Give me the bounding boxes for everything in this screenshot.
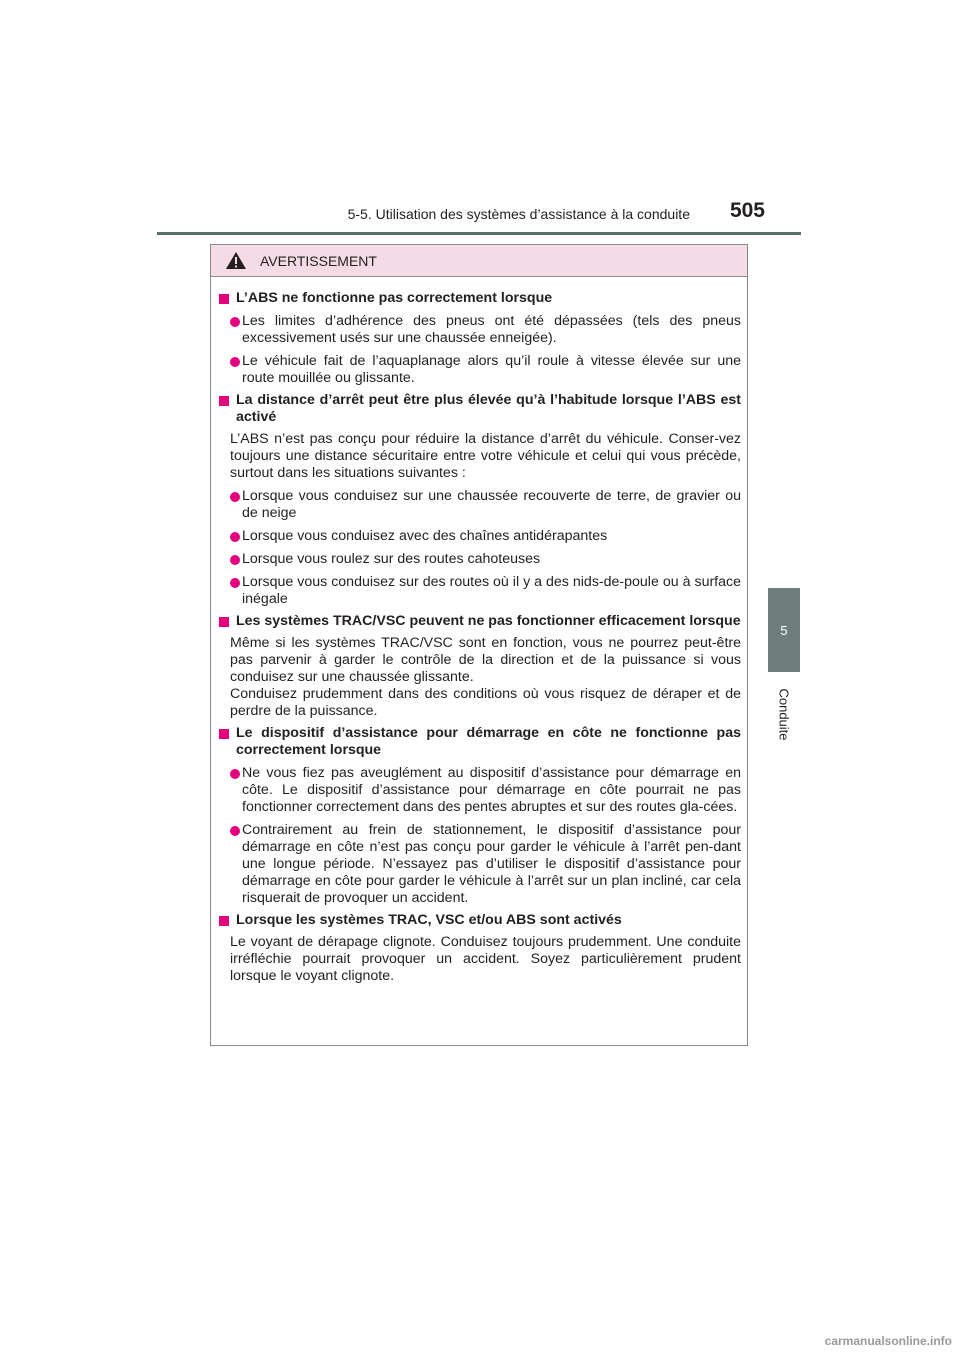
section-abs-malfunction (218, 290, 741, 387)
circle-bullet-icon (230, 317, 240, 327)
section-title-text: Les systèmes TRAC/VSC peuvent ne pas fonctionner efficacement lorsque (236, 613, 741, 629)
section-title (218, 912, 741, 929)
list-item-text: Lorsque vous conduisez avec des chaînes antidérapantes (242, 528, 608, 544)
square-bullet-icon (219, 729, 229, 739)
square-bullet-icon (219, 294, 229, 304)
circle-bullet-icon (230, 532, 240, 542)
list-item (218, 765, 741, 816)
list-item (218, 488, 741, 522)
list-item-text: Ne vous fiez pas aveuglément au dispositif d’assistance pour démarrage en côte. Le dispositif d’assistance pour démarrage en côte pourrait ne pas fonctionner correctement dans des pentes abruptes et sur des routes gla-cées. (242, 765, 741, 815)
list-item-text: Le véhicule fait de l’aquaplanage alors qu’il roule à vitesse élevée sur une route mouillée ou glissante. (242, 353, 741, 386)
section-trac-vsc (218, 613, 741, 720)
chapter-tab[interactable] (768, 588, 800, 672)
square-bullet-icon (219, 916, 229, 926)
chapter-label (760, 679, 808, 749)
list-item-text: Lorsque vous roulez sur des routes cahoteuses (242, 551, 541, 567)
list-item (218, 313, 741, 347)
circle-bullet-icon (230, 357, 240, 367)
circle-bullet-icon (230, 555, 240, 565)
section-title (218, 290, 741, 307)
chapter-number: 5 (780, 622, 788, 638)
warning-content (211, 277, 747, 985)
warning-box (210, 244, 748, 1046)
section-title (218, 392, 741, 426)
section-title (218, 725, 741, 759)
page-number: 505 (729, 199, 765, 222)
list-item-text: Les limites d’adhérence des pneus ont été dépassées (tels des pneus excessivement usés sur une chaussée enneigée). (242, 313, 741, 346)
list-item-text: Lorsque vous conduisez sur une chaussée recouverte de terre, de gravier ou de neige (242, 488, 741, 521)
warning-title: AVERTISSEMENT (260, 252, 377, 269)
list-item-text: Lorsque vous conduisez sur des routes où il y a des nids-de-poule ou à surface inégale (242, 574, 741, 607)
square-bullet-icon (219, 617, 229, 627)
paragraph: Le voyant de dérapage clignote. Conduisez toujours prudemment. Une conduite irréfléchie pourrait provoquer un accident. Soyez particulièrement prudent lorsque le voyant clignote. (230, 934, 741, 984)
chapter-label-text: Conduite (776, 687, 792, 741)
paragraph: Conduisez prudemment dans des conditions où vous risquez de déraper et de perdre de la puissance. (230, 686, 741, 719)
section-title-text: Le dispositif d’assistance pour démarrage en côte ne fonctionne pas correctement lorsque (236, 725, 741, 758)
warning-header (211, 245, 747, 277)
list-item (218, 353, 741, 387)
section-title-text: L’ABS ne fonctionne pas correctement lorsque (236, 290, 553, 306)
list-item (218, 528, 741, 545)
section-header: 5-5. Utilisation des systèmes d’assistance à la conduite (347, 206, 690, 222)
list-item (218, 822, 741, 907)
circle-bullet-icon (230, 769, 240, 779)
circle-bullet-icon (230, 578, 240, 588)
paragraph: L’ABS n’est pas conçu pour réduire la distance d’arrêt du véhicule. Conser-vez toujours une distance sécuritaire entre votre véhicule et celui qui vous précède, surtout dans les situations suivantes : (230, 431, 741, 481)
square-bullet-icon (219, 396, 229, 406)
header-divider (157, 232, 801, 235)
list-item (218, 574, 741, 608)
circle-bullet-icon (230, 492, 240, 502)
section-title-text: Lorsque les systèmes TRAC, VSC et/ou ABS sont activés (236, 912, 622, 928)
paragraph: Même si les systèmes TRAC/VSC sont en fonction, vous ne pourrez peut-être pas parvenir à garder le contrôle de la direction et de la puissance si vous conduisez sur une chaussée glissante. (230, 635, 741, 685)
section-stopping-distance (218, 392, 741, 608)
section-hill-start-assist (218, 725, 741, 907)
watermark: carmanualsonline.info (824, 1334, 952, 1348)
section-title-text: La distance d’arrêt peut être plus élevée qu’à l’habitude lorsque l’ABS est activé (236, 392, 741, 425)
circle-bullet-icon (230, 826, 240, 836)
list-item-text: Contrairement au frein de stationnement, le dispositif d’assistance pour démarrage en côte n’est pas conçu pour garder le véhicule à l’arrêt pen-dant une longue période. N’essayez pas d’utiliser le dispositif d’assistance pour démarrage en côte pour garder le véhicule à l’arrêt sur un plan incliné, car cela risquerait de provoquer un accident. (242, 822, 741, 906)
section-systems-activated (218, 912, 741, 985)
section-title (218, 613, 741, 630)
list-item (218, 551, 741, 568)
warning-triangle-icon (225, 251, 247, 270)
